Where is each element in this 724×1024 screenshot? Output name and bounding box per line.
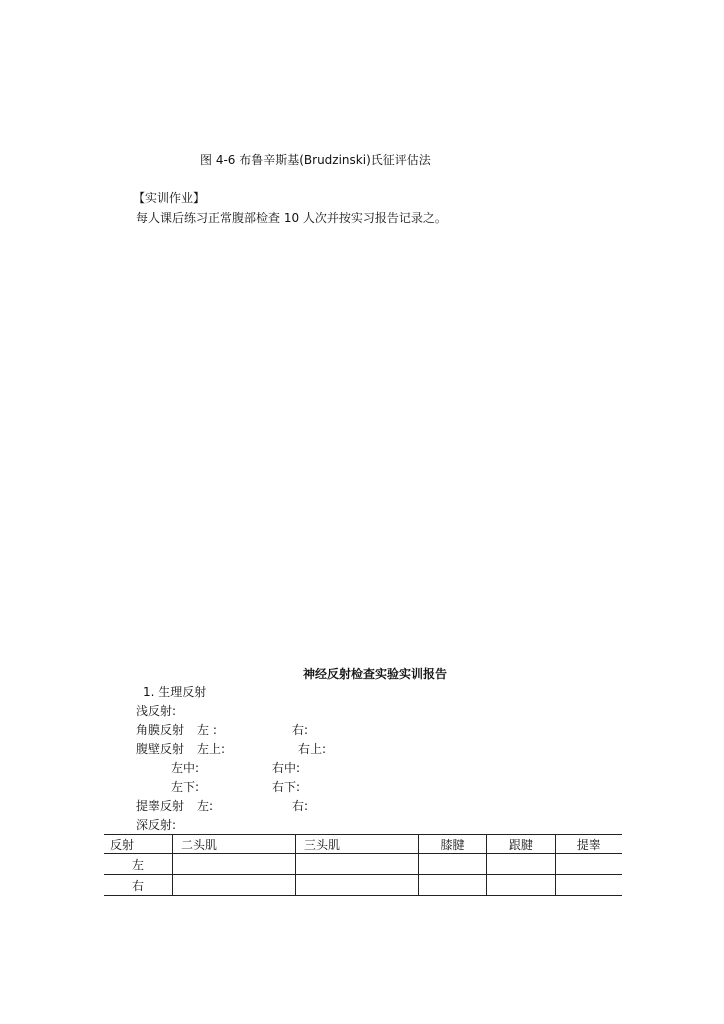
cremasteric-left: 左:	[197, 799, 214, 813]
corneal-right: 右:	[292, 723, 309, 737]
report-title: 神经反射检查实验实训报告	[302, 667, 447, 681]
table-cell	[295, 854, 418, 875]
table-cell	[173, 875, 296, 896]
row-label-right: 右	[104, 875, 173, 896]
header-reflex: 反射	[104, 835, 173, 854]
abdominal-lower-right: 右下:	[272, 780, 301, 794]
table-row	[104, 875, 622, 896]
cremasteric-reflex-label: 提睾反射	[136, 799, 185, 813]
table-cell	[418, 875, 486, 896]
deep-reflex-table	[104, 834, 622, 896]
header-biceps: 二头肌	[173, 835, 296, 854]
abdominal-reflex-label: 腹壁反射	[136, 742, 185, 756]
table-cell	[555, 875, 622, 896]
table-cell	[555, 854, 622, 875]
header-cremasteric: 提睾	[555, 835, 622, 854]
table-header-row	[104, 835, 622, 854]
assignment-text: 每人课后练习正常腹部检查 10 人次并按实习报告记录之。	[136, 211, 447, 225]
abdominal-lower-left: 左下:	[171, 780, 200, 794]
abdominal-upper-right: 右上:	[298, 742, 327, 756]
item-physiological-reflex: 1. 生理反射	[143, 685, 207, 699]
superficial-reflex-heading: 浅反射:	[136, 704, 177, 718]
table-cell	[295, 875, 418, 896]
table-cell	[487, 854, 555, 875]
cremasteric-right: 右:	[292, 799, 309, 813]
assignment-heading: 【实训作业】	[133, 191, 206, 205]
abdominal-upper-left: 左上:	[197, 742, 226, 756]
abdominal-middle-right: 右中:	[272, 761, 301, 775]
table-cell	[173, 854, 296, 875]
figure-caption: 图 4-6 布鲁辛斯基(Brudzinski)氏征评估法	[200, 153, 431, 167]
abdominal-middle-left: 左中:	[171, 761, 200, 775]
table-cell	[487, 875, 555, 896]
header-achilles: 跟腱	[487, 835, 555, 854]
corneal-left: 左 :	[197, 723, 217, 737]
table-row	[104, 854, 622, 875]
row-label-left: 左	[104, 854, 173, 875]
deep-reflex-heading: 深反射:	[136, 818, 177, 832]
header-triceps: 三头肌	[295, 835, 418, 854]
header-knee: 膝腱	[418, 835, 486, 854]
table-cell	[418, 854, 486, 875]
corneal-reflex-label: 角膜反射	[136, 723, 185, 737]
